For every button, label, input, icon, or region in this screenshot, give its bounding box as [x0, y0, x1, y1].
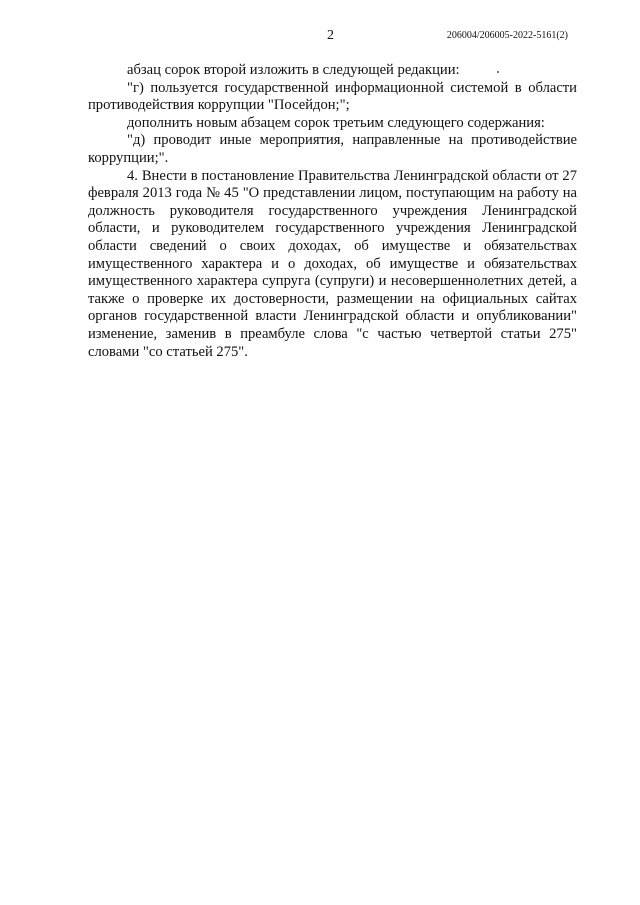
paragraph-5: 4. Внести в постановление Правительства Ленинградской области от 27 февраля 2013 года № 45 "О представлении лицом, поступающим на работу на должность руководителя государственного учреждения Ленинградской области, и руководителем государственного учреждения Ленинградской области сведений о своих доходах, об имуществе и обязательствах имущественного характера и о доходах, об имуществе и обязательствах имущественного характера супруга (супруги) и несовершеннолетних детей, а также о проверке их достоверности, размещении на официальных сайтах органов государственной власти Ленинградской области и опубликовании" изменение, заменив в преамбуле слова "с частью четвертой статьи 275" словами "со статьей 275". — [88, 167, 577, 360]
document-body — [88, 62, 577, 361]
paragraph-2: "г) пользуется государственной информационной системой в области противодействия коррупции "Посейдон;"; — [88, 79, 577, 114]
page-number: 2 — [327, 28, 334, 43]
paragraph-4: "д) проводит иные мероприятия, направленные на противодействие коррупции;". — [88, 132, 577, 166]
scan-speck — [497, 71, 499, 73]
paragraph-1: абзац сорок второй изложить в следующей редакции: — [127, 62, 460, 78]
paragraph-3: дополнить новым абзацем сорок третьим следующего содержания: — [127, 114, 545, 131]
document-id: 206004/206005-2022-5161(2) — [446, 30, 568, 41]
